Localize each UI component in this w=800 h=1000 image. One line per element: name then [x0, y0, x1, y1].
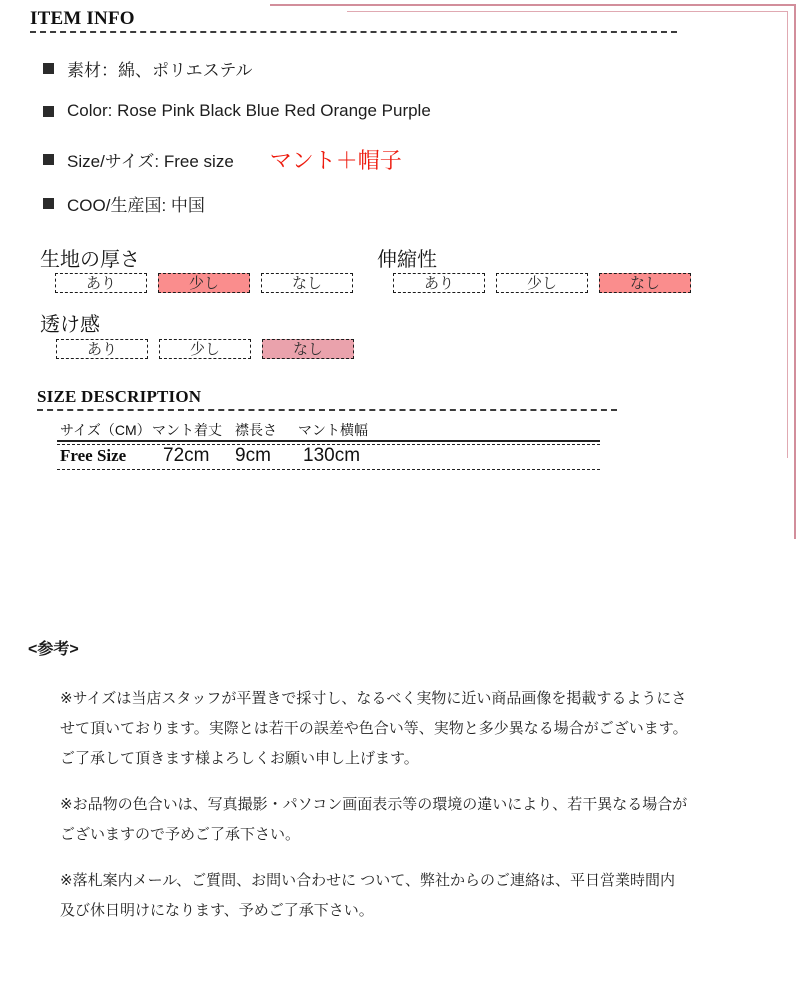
square-bullet-icon: [43, 154, 54, 165]
size-text: Size/サイズ: Free size: [67, 152, 234, 171]
color-text: Color: Rose Pink Black Blue Red Orange Purple: [67, 101, 431, 120]
col-header-cape-width: マント横幅: [298, 422, 368, 438]
item-info-title: ITEM INFO: [30, 8, 135, 29]
stretch-option-nashi-selected: なし: [599, 273, 691, 293]
item-info-divider: [30, 31, 677, 33]
sheerness-option-nashi-selected: なし: [262, 339, 354, 359]
sheerness-label: 透け感: [40, 314, 100, 336]
square-bullet-icon: [43, 106, 54, 117]
bullet-color: [43, 101, 431, 121]
coo-text: COO/生産国: 中国: [67, 196, 205, 215]
col-header-collar-length: 襟長さ: [235, 422, 277, 438]
table-bottom-rule-dashed: [57, 469, 600, 470]
thickness-label: 生地の厚さ: [40, 249, 140, 271]
table-cell-cape-width: 130cm: [303, 445, 361, 466]
stretch-option-sukoshi: 少し: [496, 273, 588, 293]
table-row-size-name: Free Size: [60, 446, 127, 465]
bullet-size: [43, 144, 402, 175]
reference-paragraph-color: ※お品物の色合いは、写真撮影・パソコン画面表示等の環境の違いにより、若干異なる場合がございますので予めご了承下さい。: [60, 796, 688, 843]
size-description-title: SIZE DESCRIPTION: [37, 387, 202, 406]
stretch-label: 伸縮性: [377, 249, 437, 271]
stretch-options: [393, 273, 691, 293]
stretch-option-ari: あり: [393, 273, 485, 293]
table-cell-cape-length: 72cm: [163, 445, 210, 466]
table-cell-collar-length: 9cm: [235, 445, 271, 466]
reference-title: <参考>: [28, 641, 79, 658]
sheerness-option-ari: あり: [56, 339, 148, 359]
bullet-material: [43, 56, 252, 81]
thickness-option-ari: あり: [55, 273, 147, 293]
col-header-cape-length: マント着丈: [152, 422, 222, 438]
decorative-frame-inner: [347, 11, 788, 458]
thickness-option-sukoshi-selected: 少し: [158, 273, 250, 293]
material-text: 素材：綿、ポリエステル: [67, 61, 253, 80]
reference-paragraph-contact: ※落札案内メール、ご質問、お問い合わせに ついて、弊社からのご連絡は、平日営業時間内及び休日明けになります、予めご了承下さい。: [60, 872, 675, 919]
square-bullet-icon: [43, 63, 54, 74]
bullet-coo: [43, 191, 205, 216]
sheerness-options: [56, 339, 354, 359]
reference-paragraph-sizing: ※サイズは当店スタッフが平置きで採寸し、なるべく実物に近い商品画像を掲載するようにさせて頂いております。実際とは若干の誤差や色合い等、実物と多少異なる場合がございます。ご了承して頂きます様よろしくお願い申し上げます。: [60, 690, 688, 767]
square-bullet-icon: [43, 198, 54, 209]
table-header-rule-solid: [57, 440, 600, 442]
col-header-size-cm: サイズ（CM）: [60, 422, 151, 438]
thickness-option-nashi: なし: [261, 273, 353, 293]
size-highlight-text: マント＋帽子: [269, 148, 402, 173]
thickness-options: [55, 273, 353, 293]
sheerness-option-sukoshi: 少し: [159, 339, 251, 359]
size-description-divider: [37, 409, 617, 411]
